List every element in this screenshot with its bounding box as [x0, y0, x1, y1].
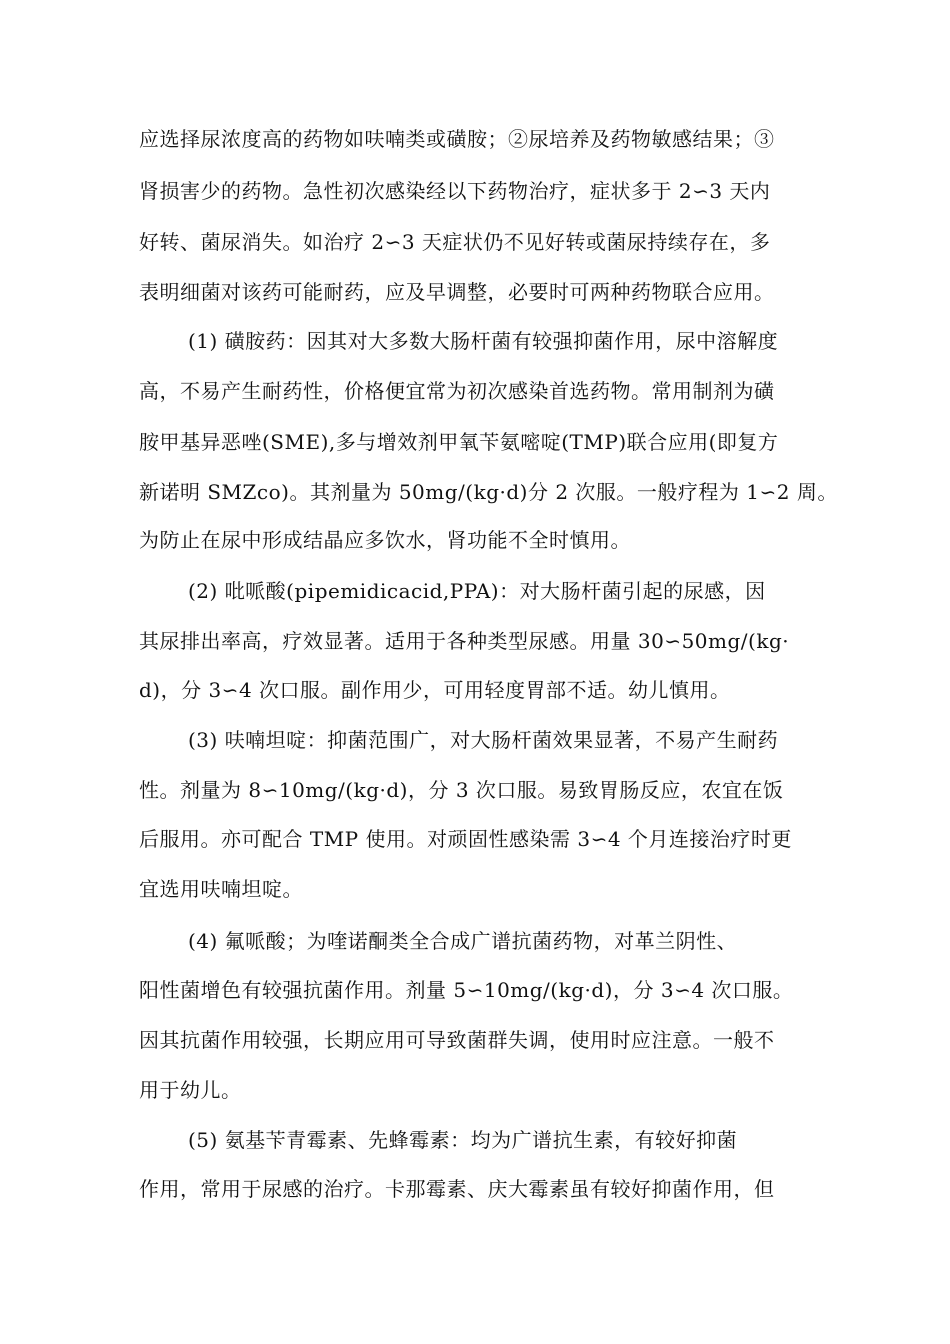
text-line: (2) 吡哌酸(pipemidicacid,PPA)：对大肠杆菌引起的尿感，因 — [188, 579, 766, 603]
text-line: 性。剂量为 8∽10mg/(kg·d)，分 3 次口服。易致胃肠反应，农宜在饭 — [139, 778, 784, 802]
text-line: 宜选用呋喃坦啶。 — [139, 877, 303, 901]
text-line: 其尿排出率高，疗效显著。适用于各种类型尿感。用量 30∽50mg/(kg· — [139, 629, 790, 653]
text-line: 因其抗菌作用较强，长期应用可导致菌群失调，使用时应注意。一般不 — [139, 1028, 775, 1052]
text-line: (5) 氨基苄青霉素、先蜂霉素：均为广谱抗生素，有较好抑菌 — [188, 1128, 738, 1152]
text-line: 肾损害少的药物。急性初次感染经以下药物治疗，症状多于 2∽3 天内 — [139, 179, 771, 203]
text-line: (4) 氟哌酸；为喹诺酮类全合成广谱抗菌药物，对革兰阴性、 — [188, 929, 738, 953]
text-line: 作用，常用于尿感的治疗。卡那霉素、庆大霉素虽有较好抑菌作用，但 — [139, 1177, 775, 1201]
text-line: (1) 磺胺药：因其对大多数大肠杆菌有较强抑菌作用，尿中溶解度 — [188, 329, 779, 353]
text-line: 新诺明 SMZco)。其剂量为 50mg/(kg·d)分 2 次服。一般疗程为 1∽2 周。 — [139, 480, 838, 504]
text-line: 后服用。亦可配合 TMP 使用。对顽固性感染需 3∽4 个月连接治疗时更 — [139, 827, 792, 851]
text-line: 为防止在尿中形成结晶应多饮水，肾功能不全时慎用。 — [139, 528, 631, 552]
text-line: 用于幼儿。 — [139, 1078, 242, 1102]
text-line: 胺甲基异恶唑(SME),多与增效剂甲氧苄氨嘧啶(TMP)联合应用(即复方 — [139, 430, 779, 454]
text-line: 好转、菌尿消失。如治疗 2∽3 天症状仍不见好转或菌尿持续存在，多 — [139, 230, 771, 254]
text-line: (3) 呋喃坦啶：抑菌范围广，对大肠杆菌效果显著，不易产生耐药 — [188, 728, 779, 752]
text-line: d)，分 3∽4 次口服。副作用少，可用轻度胃部不适。幼儿慎用。 — [139, 678, 731, 702]
text-line: 表明细菌对该药可能耐药，应及早调整，必要时可两种药物联合应用。 — [139, 280, 775, 304]
text-line: 阳性菌增色有较强抗菌作用。剂量 5∽10mg/(kg·d)，分 3∽4 次口服。 — [139, 978, 794, 1002]
text-line: 应选择尿浓度高的药物如呋喃类或磺胺；②尿培养及药物敏感结果；③ — [139, 127, 775, 151]
text-line: 高，不易产生耐药性，价格便宜常为初次感染首选药物。常用制剂为磺 — [139, 379, 775, 403]
